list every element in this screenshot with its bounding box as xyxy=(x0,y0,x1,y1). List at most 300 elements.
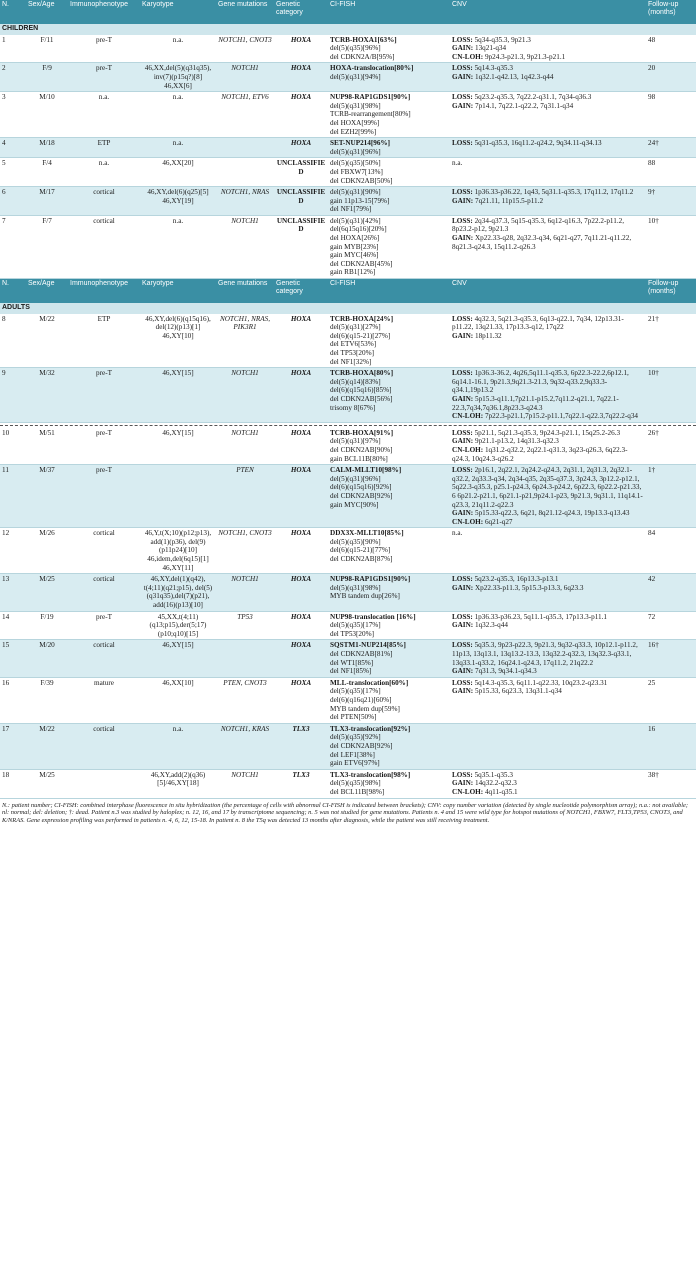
gene-mutations-cell: NOTCH1 xyxy=(216,769,274,798)
genetic-category-cell: UNCLASSIFIED xyxy=(274,187,328,216)
cnv-entry xyxy=(452,788,644,797)
fish-finding: del CDKN2AB[87%] xyxy=(330,555,393,564)
column-header: Gene mutations xyxy=(216,0,274,24)
genetic-category-cell: HOXA xyxy=(274,640,328,677)
cnv-type: GAIN: xyxy=(452,509,474,518)
karyotype-cell: n.a. xyxy=(140,215,216,278)
cnv-cell xyxy=(450,92,646,138)
cnv-regions: 7q21.11, 11p15.5-p11.2 xyxy=(474,196,544,205)
cnv-cell xyxy=(450,723,646,769)
fish-finding: del NF1[85%] xyxy=(330,667,372,676)
fish-finding: del NF1[79%] xyxy=(330,205,372,214)
cnv-entry xyxy=(452,93,644,102)
cnv-type: LOSS: xyxy=(452,641,473,650)
cnv-entry xyxy=(452,446,644,463)
cnv-entry xyxy=(452,412,644,421)
column-header: CI-FISH xyxy=(328,279,450,304)
genetic-category-cell: HOXA xyxy=(274,528,328,574)
cnv-entry xyxy=(452,687,644,696)
cnv-regions: 9p24.3-p21.3, 9p21.3-p21.1 xyxy=(484,52,566,61)
fish-finding: del(6)(q15q16)[85%] xyxy=(330,386,392,395)
cnv-type: CN-LOH: xyxy=(452,787,484,796)
fish-finding: del(5)(q35)[17%] xyxy=(330,621,381,630)
ci-fish-cell xyxy=(328,677,450,723)
fish-finding: SET-NUP214[96%] xyxy=(330,139,391,148)
fish-finding: CALM-MLLT10[98%] xyxy=(330,466,402,475)
cnv-regions: 5q23.2-q35.3, 16p13.3-p13.1 xyxy=(474,575,559,584)
cnv-cell xyxy=(450,63,646,92)
cnv-type: GAIN: xyxy=(452,196,474,205)
follow-up-cell: 72 xyxy=(646,611,696,640)
sex-age-cell: M/37 xyxy=(26,465,68,528)
sex-age-cell: F/4 xyxy=(26,158,68,187)
cnv-type: LOSS: xyxy=(452,678,473,687)
column-header: Genetic category xyxy=(274,0,328,24)
cnv-entry xyxy=(452,529,644,538)
immunophenotype-cell: pre-T xyxy=(68,465,140,528)
cnv-entry xyxy=(452,188,644,197)
fish-finding: del TP53[20%] xyxy=(330,349,374,357)
fish-finding: del(5)(q14)[83%] xyxy=(330,377,381,386)
genetic-category-cell: HOXA xyxy=(274,314,328,368)
fish-finding: del(6)(q15-21)[77%] xyxy=(330,546,391,555)
fish-finding: del WT1[85%] xyxy=(330,658,374,667)
section-title: CHILDREN xyxy=(0,24,696,35)
cnv-regions: 6q21-q27 xyxy=(484,517,513,526)
cnv-regions: 5q14.3-q35.3, 6q11.1-q22.33, 10q23.2-q23.31 xyxy=(474,678,608,687)
gene-mutations-cell: NOTCH1, NRAS, PIK3R1 xyxy=(216,314,274,368)
genetic-category-cell: HOXA xyxy=(274,138,328,158)
cnv-regions: 1q32.3-q44 xyxy=(474,621,508,630)
fish-finding: del BCL11B[98%] xyxy=(330,787,385,796)
follow-up-cell: 24† xyxy=(646,138,696,158)
table-row xyxy=(0,428,696,465)
cnv-regions: n.a. xyxy=(452,529,463,538)
cnv-cell xyxy=(450,35,646,63)
patient-number-cell: 2 xyxy=(0,63,26,92)
cnv-entry xyxy=(452,429,644,438)
cnv-entry xyxy=(452,217,644,234)
patient-number-cell: 1 xyxy=(0,35,26,63)
cnv-entry xyxy=(452,234,644,251)
table-row xyxy=(0,314,696,368)
cnv-type: LOSS: xyxy=(452,188,473,197)
genetic-category-cell: HOXA xyxy=(274,677,328,723)
fish-finding: del EZH2[99%] xyxy=(330,127,377,136)
fish-finding: NUP98-RAP1GDS1[90%] xyxy=(330,93,411,102)
fish-finding: del CDKN2AB[92%] xyxy=(330,491,393,500)
cnv-type: LOSS: xyxy=(452,93,473,102)
immunophenotype-cell: cortical xyxy=(68,723,140,769)
patient-number-cell: 4 xyxy=(0,138,26,158)
cnv-entry xyxy=(452,779,644,788)
genetic-category-cell: HOXA xyxy=(274,611,328,640)
column-header: Follow-up (months) xyxy=(646,279,696,304)
ci-fish-cell xyxy=(328,314,450,368)
follow-up-cell: 20 xyxy=(646,63,696,92)
immunophenotype-cell: pre-T xyxy=(68,63,140,92)
fish-finding: gain MYC[46%] xyxy=(330,251,379,260)
patient-number-cell: 11 xyxy=(0,465,26,528)
cnv-cell xyxy=(450,314,646,368)
ci-fish-cell xyxy=(328,574,450,611)
cnv-cell xyxy=(450,428,646,465)
cnv-type: GAIN: xyxy=(452,437,474,446)
immunophenotype-cell: pre-T xyxy=(68,35,140,63)
cnv-regions: 5q34-q35.3, 9p21.3 xyxy=(474,35,531,44)
gene-mutations-cell: PTEN xyxy=(216,465,274,528)
ci-fish-cell xyxy=(328,611,450,640)
cnv-entry xyxy=(452,159,644,168)
fish-finding: del HOXA[99%] xyxy=(330,118,380,127)
fish-finding: gain RB1[12%] xyxy=(330,268,376,277)
fish-finding: TLX3-translocation[98%] xyxy=(330,770,411,779)
table-row xyxy=(0,528,696,574)
column-header: Karyotype xyxy=(140,0,216,24)
fish-finding: gain MYB[23%] xyxy=(330,242,379,251)
cnv-type: GAIN: xyxy=(452,234,474,243)
sex-age-cell: M/25 xyxy=(26,574,68,611)
table-row xyxy=(0,769,696,798)
karyotype-cell: n.a. xyxy=(140,92,216,138)
cnv-regions: Xp22.33-q28, 2q32.3-q34, 6q21-q27, 7q11.21-q11.22, 8q21.3-q24.3, 15q11.2-q26.3 xyxy=(452,234,632,251)
cnv-entry xyxy=(452,44,644,53)
karyotype-cell: 46,XY,del(6)(q25)[5] 46,XY[19] xyxy=(140,187,216,216)
column-header: Sex/Age xyxy=(26,0,68,24)
cnv-type: LOSS: xyxy=(452,216,473,225)
cnv-cell xyxy=(450,158,646,187)
cnv-regions: 1p36.3-36.2, 4q26,5q11.1-q35.3, 6p22.3-22.2,6p12.1, 6q14.1-16.1, 9p21.3,9q21.3-21.3, 9q32-q33.2,9q33.3-q34.1,19p13.2 xyxy=(452,369,629,395)
karyotype-cell: 46,XY[15] xyxy=(140,640,216,677)
genetic-category-cell: TLX3 xyxy=(274,723,328,769)
sex-age-cell: M/18 xyxy=(26,138,68,158)
ci-fish-cell xyxy=(328,92,450,138)
genetic-category-cell: HOXA xyxy=(274,35,328,63)
fish-finding: TLX3-translocation[92%] xyxy=(330,724,411,733)
cnv-regions: 1p36.33-p36.22, 1q43, 5q31.1-q35.3, 17q11.2, 17q11.2 xyxy=(474,188,634,197)
patient-number-cell: 18 xyxy=(0,769,26,798)
cnv-cell xyxy=(450,528,646,574)
cnv-entry xyxy=(452,369,644,395)
cnv-type: LOSS: xyxy=(452,139,473,148)
immunophenotype-cell: pre-T xyxy=(68,368,140,423)
fish-finding: del CDKN2AB[50%] xyxy=(330,176,393,185)
patient-number-cell: 6 xyxy=(0,187,26,216)
fish-finding: del(5)(q31)[97%] xyxy=(330,437,381,446)
fish-finding: del CDKN2AB[90%] xyxy=(330,445,393,454)
fish-finding: gain ETV6[97%] xyxy=(330,759,380,768)
cnv-cell xyxy=(450,187,646,216)
karyotype-cell: 46,XY,add(2)(q36) [5]/46,XY[18] xyxy=(140,769,216,798)
column-header: Follow-up (months) xyxy=(646,0,696,24)
cnv-entry xyxy=(452,36,644,45)
cnv-cell xyxy=(450,465,646,528)
cnv-type: LOSS: xyxy=(452,466,473,475)
cnv-entry xyxy=(452,197,644,206)
cnv-regions: 5q31-q35.3, 16q11.2-q24.2, 9q34.11-q34.13 xyxy=(474,139,602,148)
cnv-type: LOSS: xyxy=(452,770,473,779)
ci-fish-cell xyxy=(328,35,450,63)
karyotype-cell: n.a. xyxy=(140,138,216,158)
fish-finding: HOXA-translocation[80%] xyxy=(330,64,414,73)
cnv-type: LOSS: xyxy=(452,369,473,378)
cnv-regions: 5p15.33, 6q23.3, 13q31.1-q34 xyxy=(474,687,562,696)
karyotype-cell xyxy=(140,465,216,528)
fish-finding: TCRB-HOXA[80%] xyxy=(330,369,394,378)
follow-up-cell: 98 xyxy=(646,92,696,138)
table-row xyxy=(0,138,696,158)
fish-finding: del TP53[20%] xyxy=(330,629,374,638)
karyotype-cell: n.a. xyxy=(140,723,216,769)
cnv-regions: 5q23.2-q35.3, 7q22.2-q31.1, 7q34-q36.3 xyxy=(474,93,592,102)
ci-fish-cell xyxy=(328,465,450,528)
fish-finding: del NF1[32%] xyxy=(330,357,372,366)
fish-finding: SQSTM1-NUP214[85%] xyxy=(330,641,406,650)
cnv-type: LOSS: xyxy=(452,314,473,323)
fish-finding: del ETV6[53%] xyxy=(330,340,377,349)
cnv-entry xyxy=(452,641,644,667)
fish-finding: TCRB-rearrangement[80%] xyxy=(330,110,411,119)
patient-number-cell: 15 xyxy=(0,640,26,677)
sex-age-cell: F/39 xyxy=(26,677,68,723)
table-row xyxy=(0,92,696,138)
cnv-cell xyxy=(450,677,646,723)
fish-finding: del CDKN2AB[81%] xyxy=(330,650,393,658)
table-row xyxy=(0,158,696,187)
follow-up-cell: 42 xyxy=(646,574,696,611)
fish-finding: MYB tandem dup[59%] xyxy=(330,704,400,713)
column-header: N. xyxy=(0,0,26,24)
gene-mutations-cell: PTEN, CNOT3 xyxy=(216,677,274,723)
table-row xyxy=(0,187,696,216)
cnv-entry xyxy=(452,679,644,688)
immunophenotype-cell: cortical xyxy=(68,215,140,278)
cnv-regions: 2q34-q37.3, 5q15-q35.3, 6q12-q16.3, 7p22.2-p11.2, 8p23.2-p12, 9p21.3 xyxy=(452,216,625,234)
follow-up-cell: 16 xyxy=(646,723,696,769)
column-header: Gene mutations xyxy=(216,279,274,304)
cnv-entry xyxy=(452,332,644,341)
table-row xyxy=(0,368,696,423)
ci-fish-cell xyxy=(328,63,450,92)
fish-finding: del PTEN[50%] xyxy=(330,713,377,722)
fish-finding: TCRB-HOXA[91%] xyxy=(330,428,394,437)
cnv-type: GAIN: xyxy=(452,394,474,403)
cnv-regions: 7q31.3, 9q34.1-q34.3 xyxy=(474,667,537,676)
cnv-type: LOSS: xyxy=(452,575,473,584)
cnv-regions: Xp22.33-p11.3, 5p15.3-p13.3, 6q23.3 xyxy=(474,583,584,592)
fish-finding: NUP98-translocation [16%] xyxy=(330,612,416,621)
cnv-entry xyxy=(452,621,644,630)
patient-number-cell: 9 xyxy=(0,368,26,423)
patient-number-cell: 5 xyxy=(0,158,26,187)
fish-finding: gain BCL11B[80%] xyxy=(330,454,388,463)
sex-age-cell: M/26 xyxy=(26,528,68,574)
follow-up-cell: 48 xyxy=(646,35,696,63)
sex-age-cell: M/10 xyxy=(26,92,68,138)
fish-finding: del(5)(q35)[90%] xyxy=(330,537,381,546)
gene-mutations-cell: NOTCH1, KRAS xyxy=(216,723,274,769)
gene-mutations-cell: NOTCH1 xyxy=(216,574,274,611)
ci-fish-cell xyxy=(328,769,450,798)
cnv-cell xyxy=(450,138,646,158)
cnv-entry xyxy=(452,102,644,111)
table-row xyxy=(0,677,696,723)
immunophenotype-cell: cortical xyxy=(68,528,140,574)
immunophenotype-cell: cortical xyxy=(68,574,140,611)
cnv-regions: n.a. xyxy=(452,159,463,168)
patient-number-cell: 12 xyxy=(0,528,26,574)
sex-age-cell: M/22 xyxy=(26,723,68,769)
fish-finding: del(5)(q31)[42%] xyxy=(330,216,381,225)
cnv-type: GAIN: xyxy=(452,72,474,81)
cnv-entry xyxy=(452,584,644,593)
fish-finding: del(5)(q31)[96%] xyxy=(330,147,381,156)
genetic-category-cell: UNCLASSIFIED xyxy=(274,158,328,187)
fish-finding: del CDKN2AB[92%] xyxy=(330,741,393,750)
column-header: Immunophenotype xyxy=(68,0,140,24)
gene-mutations-cell: NOTCH1, CNOT3 xyxy=(216,35,274,63)
immunophenotype-cell: n.a. xyxy=(68,92,140,138)
cnv-regions: 2p16.1, 2q22.1, 2q24.2-q24.3, 2q31.1, 2q31.3, 2q32.1-q32.2, 2q33.3-q34, 2q34-q35, 2q35-q37.3, 3p24.3, 3p12.2-p12.1, 5q22.3-q35.3, p25.1-p24.3, 6p24.3-p24.2, 6p22.3, 6p22.2-p21.33, 6 6p21.2-p21.1, 6p21.1-p21,9p24.1-p23, 9p21.3, 9q31.1, 11q14.1-q23.3, 21q11.2-q22.3 xyxy=(452,466,643,509)
sex-age-cell: M/32 xyxy=(26,368,68,423)
fish-finding: del CDKN2A/B[95%] xyxy=(330,52,395,61)
table-row xyxy=(0,35,696,63)
fish-finding: del(5)(q35)[96%] xyxy=(330,44,381,53)
cnv-regions: 18p11.32 xyxy=(474,331,502,340)
genetic-category-cell: HOXA xyxy=(274,92,328,138)
cnv-type: CN-LOH: xyxy=(452,52,484,61)
patient-number-cell: 10 xyxy=(0,428,26,465)
cnv-type: LOSS: xyxy=(452,35,473,44)
cnv-regions: 5p15.3-q11.1,7p21.1-p15.2,7q11.2-q21.1, 7q22.1-22.3,7q34,7q36.1,8p23.3-q24.3 xyxy=(452,394,619,412)
column-header: CI-FISH xyxy=(328,0,450,24)
cnv-type: GAIN: xyxy=(452,44,474,53)
immunophenotype-cell: ETP xyxy=(68,314,140,368)
cnv-regions: 5p21.1, 5q21.3-q35.3, 9p24.3-p21.1, 15q25.2-26.3 xyxy=(474,428,621,437)
sex-age-cell: M/17 xyxy=(26,187,68,216)
patient-number-cell: 13 xyxy=(0,574,26,611)
fish-finding: del(5)(q35)[50%] xyxy=(330,159,381,168)
cnv-entry xyxy=(452,437,644,446)
cnv-entry xyxy=(452,315,644,332)
ci-fish-cell xyxy=(328,640,450,677)
immunophenotype-cell: ETP xyxy=(68,138,140,158)
column-header: CNV xyxy=(450,279,646,304)
cnv-type: GAIN: xyxy=(452,687,474,696)
cnv-type: LOSS: xyxy=(452,428,473,437)
fish-finding: del FBXW7[13%] xyxy=(330,167,383,176)
table-row xyxy=(0,63,696,92)
karyotype-cell: 46,XY,del(1)(q42), t(4;11)(q21;p15), del(5)(q31q35),del(7)(p21), add(16)(p13)[10] xyxy=(140,574,216,611)
cnv-regions: 5p15.33-q22.3, 6q21, 8q21.12-q24.3, 19p13.3-q13.43 xyxy=(474,509,630,518)
cnv-regions: 14q32.2-q32.3 xyxy=(474,779,517,788)
section-title: ADULTS xyxy=(0,303,696,314)
table-row xyxy=(0,215,696,278)
karyotype-cell: 46,XY[15] xyxy=(140,428,216,465)
cnv-regions: 13q21-q34 xyxy=(474,44,507,53)
cnv-entry xyxy=(452,667,644,676)
section-row xyxy=(0,24,696,35)
cnv-type: GAIN: xyxy=(452,583,474,592)
sex-age-cell: F/7 xyxy=(26,215,68,278)
fish-finding: del(5)(q35)[17%] xyxy=(330,687,381,696)
immunophenotype-cell: pre-T xyxy=(68,611,140,640)
cnv-cell xyxy=(450,368,646,423)
gene-mutations-cell: NOTCH1 xyxy=(216,215,274,278)
gene-mutations-cell: NOTCH1 xyxy=(216,368,274,423)
cnv-regions: 4q32.3, 5q21.3-q35.3, 6q13-q22.1, 7q34, 12p13.31-p11.22, 13q21.33, 17p13.3-q12, 17q22 xyxy=(452,314,624,332)
fish-finding: DDX3X-MLLT10[85%] xyxy=(330,529,404,538)
ci-fish-cell xyxy=(328,138,450,158)
gene-mutations-cell xyxy=(216,138,274,158)
header-row xyxy=(0,0,696,24)
cnv-regions: 1q31.2-q32.2, 2q22.1-q31.3, 3q23-q26.3, 6q22.3-q24.3, 10q24.3-q26.2 xyxy=(452,445,628,463)
cnv-regions: 1q32.1-q42.13, 1q42.3-q44 xyxy=(474,72,554,81)
cnv-cell xyxy=(450,640,646,677)
sex-age-cell: F/11 xyxy=(26,35,68,63)
immunophenotype-cell xyxy=(68,769,140,798)
fish-finding: gain MYC[90%] xyxy=(330,500,379,509)
follow-up-cell: 21† xyxy=(646,314,696,368)
patient-number-cell: 3 xyxy=(0,92,26,138)
fish-finding: del(5)(q31)[98%] xyxy=(330,101,381,110)
column-header: N. xyxy=(0,279,26,304)
fish-finding: MLL-translocation[60%] xyxy=(330,678,409,687)
cnv-entry xyxy=(452,64,644,73)
cnv-entry xyxy=(452,395,644,412)
fish-finding: del(5)(q31)[27%] xyxy=(330,323,381,332)
sex-age-cell: M/25 xyxy=(26,769,68,798)
table-row xyxy=(0,640,696,677)
cnv-regions: 4q11-q35.1 xyxy=(484,787,518,796)
sex-age-cell: M/51 xyxy=(26,428,68,465)
genetic-category-cell: HOXA xyxy=(274,63,328,92)
karyotype-cell: 46,XY[15] xyxy=(140,368,216,423)
cnv-entry xyxy=(452,466,644,509)
fish-finding: trisomy 8[67%] xyxy=(330,403,376,412)
cnv-entry xyxy=(452,73,644,82)
fish-finding: del(5)(q35)[98%] xyxy=(330,779,381,788)
karyotype-cell: 45,XX,t(4;11) (q13;p15),der(5;17) (p10;q10)[15] xyxy=(140,611,216,640)
cnv-entry xyxy=(452,575,644,584)
ci-fish-cell xyxy=(328,368,450,423)
cnv-type: GAIN: xyxy=(452,667,474,676)
cnv-cell xyxy=(450,611,646,640)
follow-up-cell: 88 xyxy=(646,158,696,187)
fish-finding: del CDKN2AB[45%] xyxy=(330,259,393,268)
genetic-category-cell: HOXA xyxy=(274,368,328,423)
fish-finding: MYB tandem dup[26%] xyxy=(330,592,400,601)
ci-fish-cell xyxy=(328,187,450,216)
cnv-regions: 5q35.3, 9p23-p22.3, 9p21.3, 9q32-q33.3, 10p12.1-p11.2, 11p13, 13q13.1, 13q13.2-13.3, 13q32.2-q32.3, 13q32.3-q33.1, 13q33.1-q33.2, 16q24.1-q24.3, 17q11.2, 21q22.2 xyxy=(452,641,638,667)
patient-number-cell: 14 xyxy=(0,611,26,640)
cnv-regions: 5q14.3-q35.3 xyxy=(474,64,513,73)
fish-finding: del(6)(q16q21)[60%] xyxy=(330,695,392,704)
cnv-type: GAIN: xyxy=(452,101,474,110)
cnv-entry xyxy=(452,53,644,62)
sex-age-cell: M/22 xyxy=(26,314,68,368)
genetic-category-cell: TLX3 xyxy=(274,769,328,798)
fish-finding: del(5)(q31)[94%] xyxy=(330,72,381,81)
genetic-category-cell: UNCLASSIFIED xyxy=(274,215,328,278)
gene-mutations-cell: NOTCH1, CNOT3 xyxy=(216,528,274,574)
gene-mutations-cell: NOTCH1 xyxy=(216,428,274,465)
fish-finding: NUP98-RAP1GDS1[90%] xyxy=(330,575,411,584)
table-row xyxy=(0,723,696,769)
cnv-type: LOSS: xyxy=(452,64,473,73)
fish-finding: del(5)(q31)[98%] xyxy=(330,583,381,592)
ci-fish-cell xyxy=(328,428,450,465)
